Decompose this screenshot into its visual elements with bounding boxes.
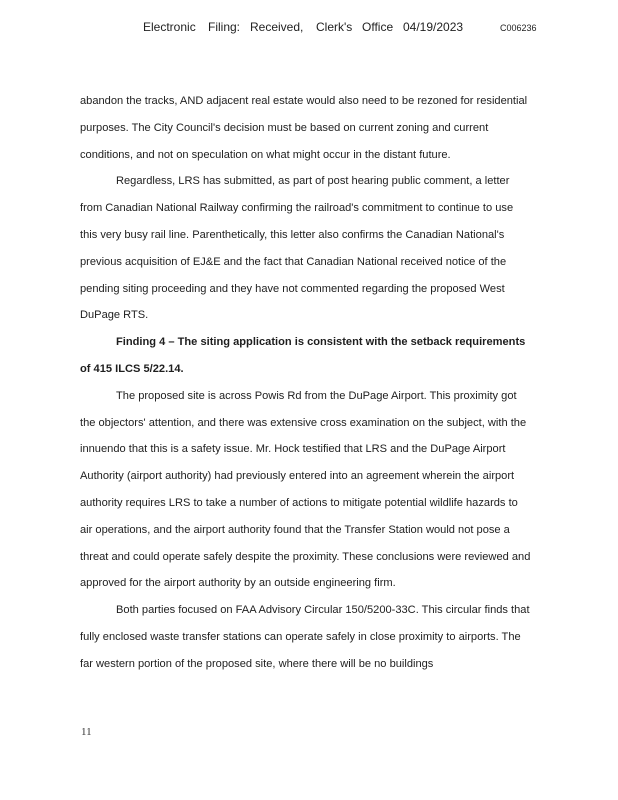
header-electronic: Electronic xyxy=(143,20,196,34)
header-office: Office xyxy=(362,20,394,34)
paragraph-faa-circular: Both parties focused on FAA Advisory Circular 150/5200-33C. This circular finds that fully enclosed waste transfer stations can operate safely in close proximity to airports. The far western portion of the proposed site, where there will be no buildings xyxy=(80,604,530,670)
header-filing: Filing: xyxy=(208,20,241,34)
paragraph-zoning: abandon the tracks, AND adjacent real estate would also need to be rezoned for residential purposes. The City Council's decision must be based on current zoning and current conditions, and not on speculation on what might occur in the distant future. xyxy=(80,95,528,161)
header-received: Received, xyxy=(250,20,304,34)
header-stamp: C006236 xyxy=(500,23,537,33)
header-clerks: Clerk's xyxy=(316,20,353,34)
header-date: 04/19/2023 xyxy=(403,20,464,34)
finding-heading: Finding 4 – The siting application is consistent with the setback requirements of 415 ILCS 5/22.14. xyxy=(80,336,526,375)
filing-header xyxy=(0,20,618,38)
paragraph-airport: The proposed site is across Powis Rd from the DuPage Airport. This proximity got the objectors' attention, and there was extensive cross examination on the subject, with the innuendo that this is a safety issue. Mr. Hock testified that LRS and the DuPage Airport Authority (airport authority) had previously entered into an agreement wherein the airport authority requires LRS to take a number of actions to mitigate potential wildlife hazards to air operations, and the airport authority found that the Transfer Station would not pose a threat and could operate safely despite the proximity. These conclusions were reviewed and approved for the airport authority by an outside engineering firm. xyxy=(80,389,531,590)
document-body xyxy=(80,88,532,678)
paragraph-rail-letter: Regardless, LRS has submitted, as part of post hearing public comment, a letter from Canadian National Railway confirming the railroad's commitment to continue to use this very busy rail line. Parenthetically, this letter also confirms the Canadian National's previous acquisition of EJ&E and the fact that Canadian National received notice of the pending siting proceeding and they have not commented regarding the proposed West DuPage RTS. xyxy=(80,175,514,322)
page-number: 11 xyxy=(81,726,92,738)
